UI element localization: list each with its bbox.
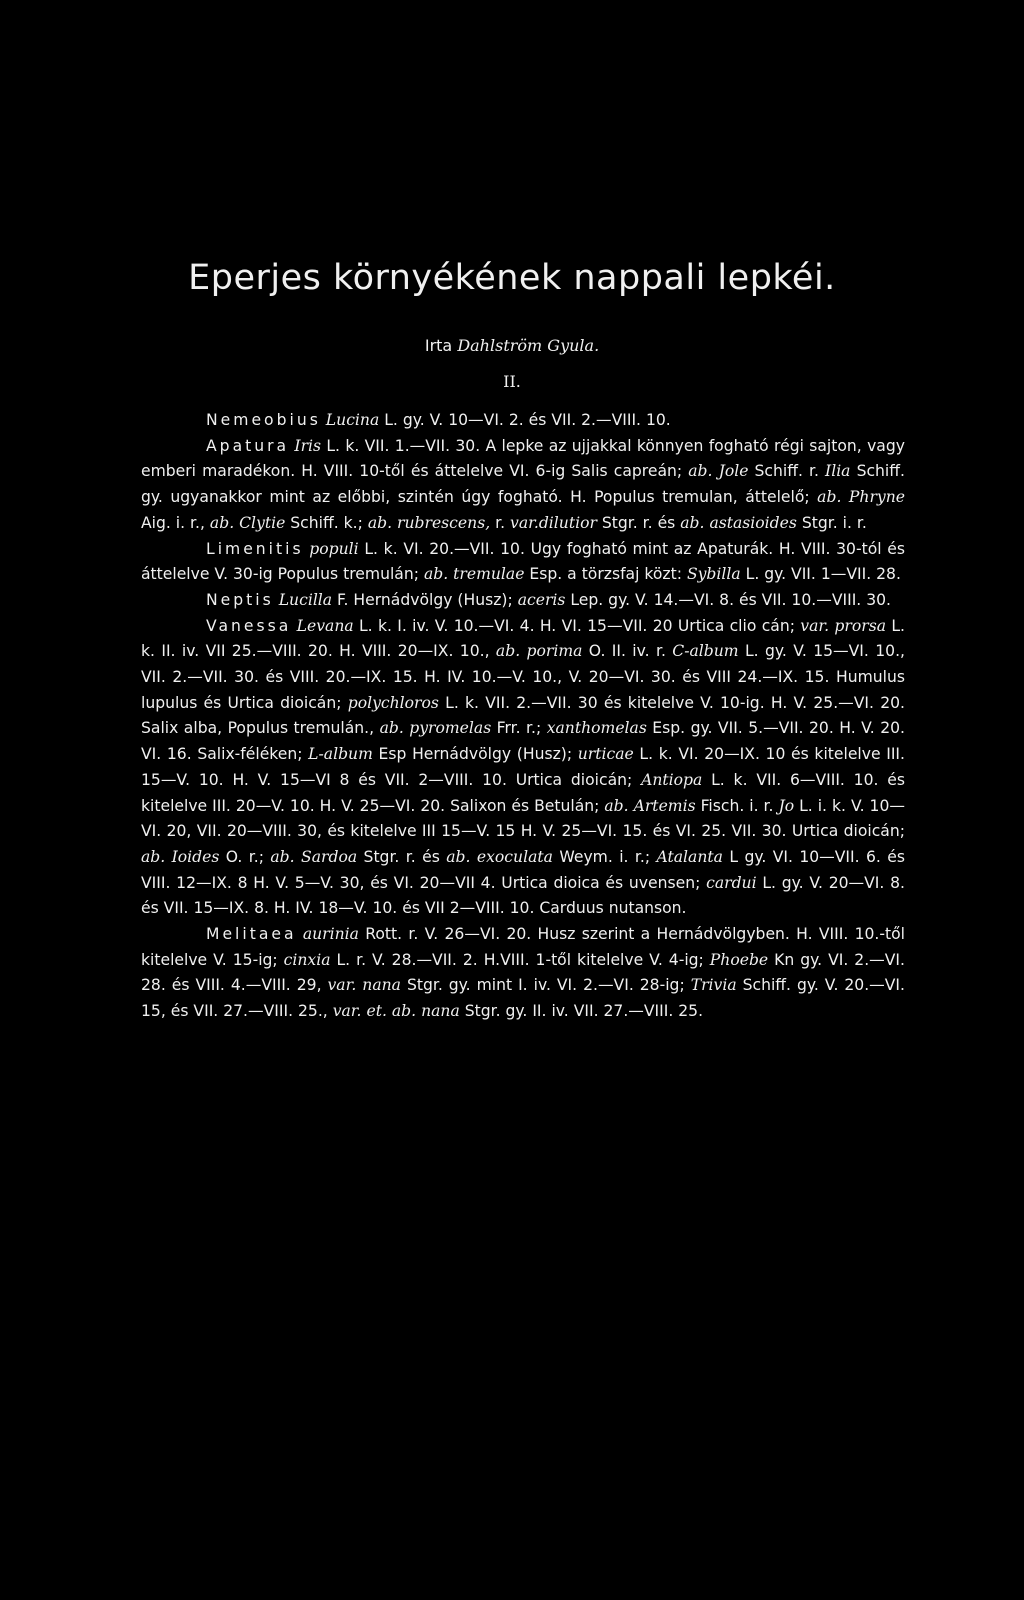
species-name: urticae — [577, 745, 634, 764]
species-name: Jo — [778, 796, 795, 815]
species-name: populi — [309, 539, 359, 558]
genus-name: Neptis — [206, 590, 274, 609]
text-run: F. Hernádvölgy (Husz); — [332, 590, 518, 609]
paragraph — [141, 434, 905, 537]
text-run: L. k. VII. 2.—VII. 30 és kitelelve V. 10-ig. H. V. 25.—VI. 20. Salix alba, Populus tremulán., — [141, 693, 906, 738]
paragraph — [141, 537, 905, 588]
species-name: polychloros — [347, 693, 439, 712]
page-title: Eperjes környékének nappali lepkéi. — [188, 258, 836, 298]
text-run: Stgr. gy. mint I. iv. VI. 2.—VI. 28-ig; — [400, 976, 691, 995]
text-run: Stgr. gy. II. iv. VII. 27.—VIII. 25. — [459, 1002, 704, 1021]
text-run: Stgr. r. és — [596, 513, 681, 532]
species-name: var.dilutior — [510, 513, 597, 532]
species-name: ab. pyromelas — [379, 719, 492, 738]
species-name: ab. Ioides — [141, 847, 220, 866]
text-run: r. — [490, 513, 511, 532]
paragraph — [141, 408, 905, 434]
species-name: xanthomelas — [546, 719, 647, 738]
species-name: aceris — [517, 590, 566, 609]
text-run: Frr. r.; — [491, 719, 547, 738]
text-run: Esp. a törzsfaj közt: — [524, 565, 687, 584]
text-run: Kn gy. VI. 2.—VI. 28. és VIII. 4.—VIII. 29, — [141, 950, 905, 995]
paragraph — [141, 614, 905, 922]
text-run: Schiff. k.; — [285, 513, 368, 532]
text-run: L. gy. V. 10—VI. 2. és VII. 2.—VIII. 10. — [379, 411, 671, 429]
genus-name: Limenitis — [206, 539, 304, 558]
species-name: Antiopa — [641, 770, 703, 789]
species-name: ab. porima — [495, 642, 583, 661]
text-run: L. r. V. 28.—VII. 2. H.VIII. 1-től kitelelve V. 4-ig; — [330, 950, 710, 969]
species-name: ab. tremulae — [423, 565, 525, 584]
species-name: var. et. ab. nana — [332, 1002, 460, 1021]
text-run: L. i. k. V. 10—VI. 20, VII. 20—VIII. 30, és kitelelve III 15—V. 15 H. V. 25—VI. 15. és VI. 25. VII. 30. Urtica dioicán; — [141, 796, 905, 841]
species-name: ab. rubrescens, — [367, 513, 491, 532]
text-run: L. k. VI. 20.—VII. 10. Ugy fogható mint az Apaturák. H. VIII. 30-tól és áttelelve V. 30-ig Populus tremulán; — [141, 539, 905, 584]
paragraph — [141, 922, 905, 1025]
part-number: II. — [503, 372, 521, 391]
species-name: C-album — [672, 642, 739, 661]
text-run: L. k. II. iv. VII 25.—VIII. 20. H. VIII. 20—IX. 10., — [141, 616, 905, 661]
genus-name: Nemeobius — [206, 411, 321, 429]
text-run: O. r.; — [219, 847, 271, 866]
text-run: Weym. i. r.; — [552, 847, 657, 866]
species-name: Levana — [296, 616, 354, 635]
genus-name: Apatura — [206, 436, 290, 455]
text-run: L. k. VI. 20—IX. 10 és kitelelve III. 15—V. 10. H. V. 15—VI 8 és VII. 2—VIII. 10. Urtica dioicán; — [141, 745, 905, 789]
species-name: cardui — [706, 873, 757, 892]
text-run: Esp Hernádvölgy (Husz); — [372, 745, 578, 764]
text-run: Lep. gy. V. 14.—VI. 8. és VII. 10.—VIII. 30. — [565, 590, 892, 609]
species-name: Sybilla — [686, 565, 741, 584]
species-name: ab. Sardoa — [270, 847, 358, 866]
genus-name: Vanessa — [206, 616, 292, 635]
species-name: ab. Jole — [688, 462, 749, 481]
species-name: Lucilla — [278, 590, 333, 609]
text-run: Fisch. i. r. — [695, 796, 779, 815]
article-body — [141, 408, 905, 1025]
text-run: Esp. gy. VII. 5.—VII. 20. H. V. 20. VI. 16. Salix-féléken; — [141, 719, 905, 764]
paragraph — [141, 588, 905, 614]
species-name: ab. Phryne — [817, 488, 906, 507]
species-name: Atalanta — [656, 847, 723, 866]
byline-author: Dahlström Gyula. — [457, 336, 600, 355]
text-run: Schiff. r. — [748, 462, 826, 481]
species-name: Ilia — [825, 462, 851, 481]
text-run: Schiff. gy. ugyanakkor mint az előbbi, szintén úgy fogható. H. Populus tremulan, áttelelő; — [141, 462, 905, 507]
text-run: Schiff. gy. V. 20.—VI. 15, és VII. 27.—VIII. 25., — [141, 976, 905, 1021]
text-run: L. gy. V. 15—VI. 10., VII. 2.—VII. 30. és VIII. 20.—IX. 15. H. IV. 10.—V. 10., V. 20—VI. 30. és VIII 24.—IX. 15. Humulus lupulus és Urtica dioicán; — [141, 642, 905, 712]
text-run: L. gy. VII. 1—VII. 28. — [740, 565, 901, 584]
species-name: Trivia — [690, 976, 737, 995]
text-run: L. k. I. iv. V. 10.—VI. 4. H. VI. 15—VII. 20 Urtica clio cán; — [353, 616, 801, 635]
species-name: Lucina — [325, 411, 380, 429]
text-run: Stgr. i. r. — [796, 513, 867, 532]
text-run: L. k. VII. 1.—VII. 30. A lepke az ujjakkal könnyen fogható régi sajton, vagy emberi maradékon. H. VIII. 10-től és áttelelve VI. 6-ig Salis capreán; — [141, 436, 905, 481]
text-run: O. II. iv. r. — [582, 642, 673, 661]
species-name: ab. Artemis — [604, 796, 696, 815]
species-name: ab. exoculata — [446, 847, 553, 866]
genus-name: Melitaea — [206, 925, 297, 944]
species-name: cinxia — [283, 950, 331, 969]
text-run: L gy. VI. 10—VII. 6. és VIII. 12—IX. 8 H. V. 5—V. 30, és VI. 20—VII 4. Urtica dioica és uvensen; — [141, 847, 905, 892]
text-run: Stgr. r. és — [357, 847, 447, 866]
species-name: ab. Clytie — [209, 513, 286, 532]
text-run: L. gy. V. 20—VI. 8. és VII. 15—IX. 8. H. IV. 18—V. 10. és VII 2—VIII. 10. Carduus nutanson. — [141, 873, 905, 918]
byline — [0, 336, 1024, 355]
species-name: L-album — [308, 745, 373, 764]
text-run: Rott. r. V. 26—VI. 20. Husz szerint a Hernádvölgyben. H. VIII. 10.-től kitelelve V. 15-ig; — [141, 925, 905, 969]
species-name: Phoebe — [709, 950, 769, 969]
species-name: aurinia — [302, 925, 359, 944]
species-name: Iris — [294, 436, 322, 455]
species-name: var. prorsa — [800, 616, 887, 635]
text-run: L. k. VII. 6—VIII. 10. és kitelelve III. 20—V. 10. H. V. 25—VI. 20. Salixon és Betulán; — [141, 770, 905, 815]
species-name: var. nana — [327, 976, 401, 995]
text-run: Aig. i. r., — [141, 513, 210, 532]
species-name: ab. astasioides — [680, 513, 797, 532]
byline-prefix: Irta — [424, 336, 453, 355]
